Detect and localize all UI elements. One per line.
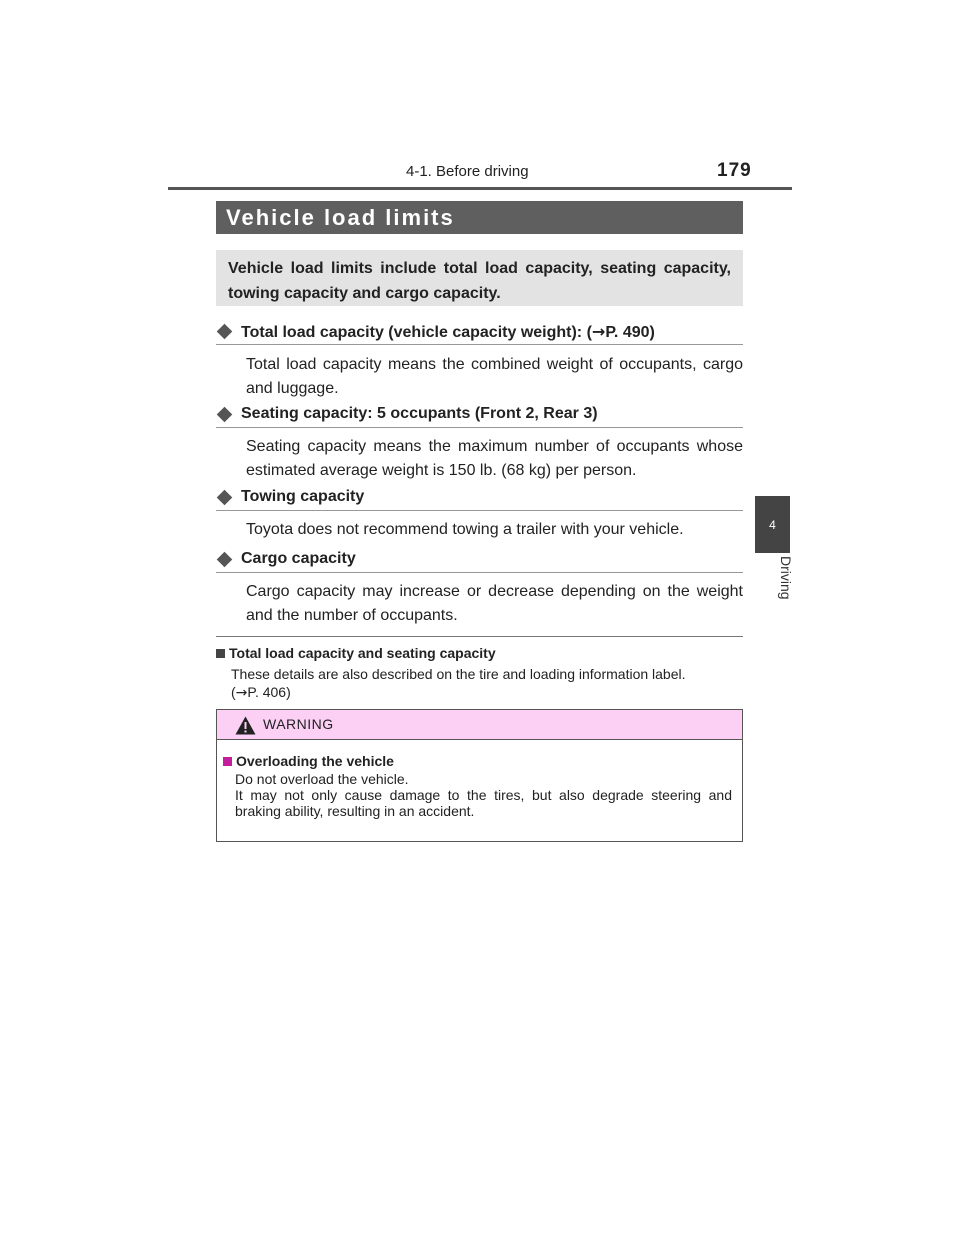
item-body-total-load: Total load capacity means the combined weight of occupants, cargo and luggage. <box>246 356 743 397</box>
item-heading-text: Total load capacity (vehicle capacity weight): ( <box>241 324 592 341</box>
note-heading-text: Total load capacity and seating capacity <box>229 645 496 661</box>
warning-subheading-text: Overloading the vehicle <box>236 753 394 769</box>
diamond-bullet-icon <box>217 552 233 568</box>
warning-triangle-icon <box>235 716 256 735</box>
warning-header <box>217 710 742 740</box>
chapter-number: 4 <box>769 517 776 532</box>
section-title: Vehicle load limits <box>226 205 455 230</box>
warning-subheading <box>223 753 394 769</box>
diamond-bullet-icon <box>217 407 233 423</box>
warning-box <box>216 709 743 842</box>
item-heading-cargo <box>216 550 743 573</box>
item-heading-seating <box>216 405 743 428</box>
chapter-label: Driving <box>777 556 794 600</box>
item-heading-total-load <box>216 322 743 345</box>
intro-text: Vehicle load limits include total load capacity, seating capacity, towing capacity and cargo capacity. <box>228 260 731 302</box>
page-reference[interactable]: P. 490) <box>605 324 655 341</box>
page-number: 179 <box>717 160 752 181</box>
item-heading-text: Seating capacity: 5 occupants (Front 2, Rear 3) <box>241 405 598 422</box>
warning-text <box>235 771 732 819</box>
diamond-bullet-icon <box>217 324 233 340</box>
warning-line-1: Do not overload the vehicle. <box>235 771 409 787</box>
notes-divider <box>216 636 743 637</box>
section-title-bar <box>216 201 743 234</box>
item-heading-towing <box>216 488 743 511</box>
chapter-tab <box>755 496 790 553</box>
note-heading <box>216 645 496 661</box>
chapter-label-container <box>764 556 794 616</box>
item-body-cargo: Cargo capacity may increase or decrease depending on the weight and the number of occupants. <box>246 583 743 624</box>
header-divider <box>168 187 792 190</box>
note-body-text: These details are also described on the tire and loading information label. <box>231 666 686 682</box>
arrow-right-icon: → <box>235 685 248 701</box>
warning-line-2: It may not only cause damage to the tires, but also degrade steering and braking ability, resulting in an accident. <box>235 787 732 819</box>
page-reference[interactable]: P. 406) <box>247 684 291 700</box>
item-heading-text: Cargo capacity <box>241 550 356 567</box>
arrow-right-icon: → <box>591 322 606 341</box>
diamond-bullet-icon <box>217 490 233 506</box>
note-body: These details are also described on the tire and loading information label. (→P. 406) <box>231 666 686 701</box>
header-section-title: 4-1. Before driving <box>406 163 529 180</box>
warning-label: WARNING <box>263 716 334 732</box>
square-bullet-icon <box>216 649 225 658</box>
intro-box <box>216 250 743 306</box>
item-body-towing: Toyota does not recommend towing a trailer with your vehicle. <box>246 521 684 538</box>
item-body-seating: Seating capacity means the maximum number of occupants whose estimated average weight is 150 lb. (68 kg) per person. <box>246 438 743 479</box>
square-bullet-icon <box>223 757 232 766</box>
item-heading-text: Towing capacity <box>241 488 365 505</box>
